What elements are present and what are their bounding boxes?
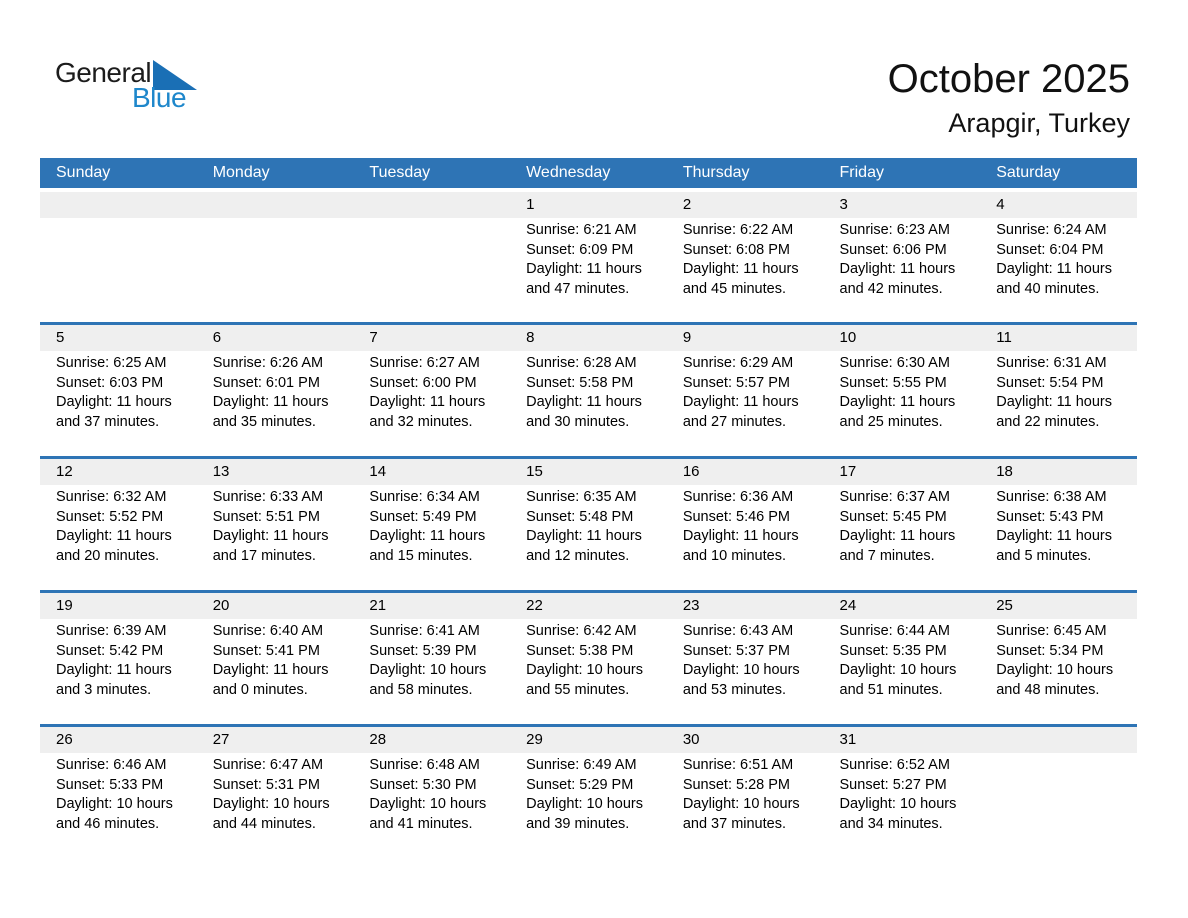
sunrise-text: Sunrise: 6:39 AM <box>56 623 167 639</box>
daylight-text-line1: Daylight: 10 hours <box>839 796 957 812</box>
sunrise-text: Sunrise: 6:22 AM <box>682 222 794 238</box>
daylight-text-line2: and 37 minutes. <box>682 815 786 832</box>
day-cell-20 <box>197 593 354 724</box>
day-number <box>996 727 1123 753</box>
sunset-text: Sunset: 5:54 PM <box>996 374 1104 391</box>
calendar-header-row <box>40 158 1137 188</box>
sunrise-text: Sunrise: 6:49 AM <box>526 757 637 773</box>
day-cell-15 <box>510 459 667 590</box>
daylight-text-line1: Daylight: 11 hours <box>56 528 172 544</box>
day-number: 13 <box>212 463 230 480</box>
daylight-text-line1: Daylight: 11 hours <box>682 528 799 544</box>
sunrise-text: Sunrise: 6:30 AM <box>839 355 950 371</box>
day-cell-empty <box>40 192 197 322</box>
day-cell-28 <box>353 727 510 858</box>
sunrise-text: Sunrise: 6:24 AM <box>996 222 1107 238</box>
day-number <box>369 192 496 218</box>
daylight-text-line1: Daylight: 11 hours <box>212 394 329 410</box>
sunset-text: Sunset: 5:49 PM <box>369 508 477 525</box>
daylight-text-line2: and 22 minutes. <box>996 413 1100 430</box>
daylight-text-line1: Daylight: 11 hours <box>526 261 642 277</box>
sunset-text: Sunset: 5:41 PM <box>212 642 320 659</box>
day-name-sunday: Sunday <box>56 164 111 181</box>
daylight-text-line2: and 35 minutes. <box>212 413 316 430</box>
day-number: 2 <box>682 196 692 213</box>
day-name-thursday: Thursday <box>682 164 750 181</box>
week-row <box>40 188 1137 322</box>
sunset-text: Sunset: 5:27 PM <box>839 776 947 793</box>
logo-blue-text: Blue <box>132 82 187 113</box>
daylight-text-line1: Daylight: 11 hours <box>682 394 799 410</box>
daylight-text-line1: Daylight: 11 hours <box>526 528 642 544</box>
sunrise-text: Sunrise: 6:29 AM <box>682 355 794 371</box>
day-number: 14 <box>369 463 387 480</box>
sunset-text: Sunset: 5:29 PM <box>526 776 634 793</box>
day-cell-3 <box>824 192 981 322</box>
daylight-text-line2: and 3 minutes. <box>56 681 152 698</box>
daylight-text-line2: and 40 minutes. <box>996 280 1100 297</box>
sunset-text: Sunset: 5:42 PM <box>56 642 164 659</box>
day-cell-27 <box>197 727 354 858</box>
day-number: 10 <box>839 329 857 346</box>
day-cell-17 <box>824 459 981 590</box>
sunset-text: Sunset: 5:58 PM <box>526 374 634 391</box>
sunrise-text: Sunrise: 6:45 AM <box>996 623 1107 639</box>
day-cell-30 <box>667 727 824 858</box>
sunset-text: Sunset: 5:52 PM <box>56 508 164 525</box>
day-cell-13 <box>197 459 354 590</box>
sunset-text: Sunset: 5:37 PM <box>682 642 791 659</box>
day-cell-23 <box>667 593 824 724</box>
day-number: 4 <box>996 196 1005 213</box>
daylight-text-line1: Daylight: 10 hours <box>369 796 487 812</box>
day-number: 7 <box>369 329 378 346</box>
day-number: 19 <box>56 597 73 614</box>
sunrise-text: Sunrise: 6:40 AM <box>212 623 324 639</box>
sunset-text: Sunset: 6:01 PM <box>212 374 320 391</box>
sunrise-text: Sunrise: 6:23 AM <box>839 222 950 238</box>
day-cell-9 <box>667 325 824 456</box>
day-cell-14 <box>353 459 510 590</box>
daylight-text-line2: and 41 minutes. <box>369 815 473 832</box>
daylight-text-line1: Daylight: 11 hours <box>56 662 172 678</box>
sunrise-text: Sunrise: 6:33 AM <box>212 489 324 505</box>
daylight-text-line2: and 47 minutes. <box>526 280 630 297</box>
day-number: 1 <box>526 196 535 213</box>
sunset-text: Sunset: 6:03 PM <box>56 374 164 391</box>
daylight-text-line2: and 7 minutes. <box>839 547 935 564</box>
day-number: 20 <box>212 597 230 614</box>
sunrise-text: Sunrise: 6:42 AM <box>526 623 637 639</box>
day-cell-empty <box>197 192 354 322</box>
day-name-saturday: Saturday <box>996 164 1061 181</box>
daylight-text-line2: and 0 minutes. <box>212 681 308 698</box>
daylight-text-line2: and 27 minutes. <box>682 413 786 430</box>
daylight-text-line1: Daylight: 10 hours <box>526 662 643 678</box>
day-number: 18 <box>996 463 1013 480</box>
day-number: 28 <box>369 731 387 748</box>
sunrise-text: Sunrise: 6:28 AM <box>526 355 637 371</box>
sunrise-text: Sunrise: 6:48 AM <box>369 757 480 773</box>
sunset-text: Sunset: 5:57 PM <box>682 374 791 391</box>
daylight-text-line1: Daylight: 11 hours <box>212 528 329 544</box>
week-row <box>40 590 1137 724</box>
day-number: 6 <box>212 329 222 346</box>
day-cell-8 <box>510 325 667 456</box>
daylight-text-line1: Daylight: 11 hours <box>212 662 329 678</box>
daylight-text-line2: and 25 minutes. <box>839 413 943 430</box>
day-number: 26 <box>56 731 73 748</box>
daylight-text-line1: Daylight: 11 hours <box>839 528 956 544</box>
daylight-text-line2: and 42 minutes. <box>839 280 943 297</box>
sunset-text: Sunset: 5:45 PM <box>839 508 947 525</box>
sunrise-text: Sunrise: 6:34 AM <box>369 489 480 505</box>
daylight-text-line2: and 55 minutes. <box>526 681 630 698</box>
sunrise-text: Sunrise: 6:43 AM <box>682 623 794 639</box>
sunset-text: Sunset: 6:04 PM <box>996 241 1104 258</box>
day-cell-6 <box>197 325 354 456</box>
daylight-text-line2: and 44 minutes. <box>212 815 316 832</box>
daylight-text-line1: Daylight: 10 hours <box>369 662 487 678</box>
daylight-text-line1: Daylight: 10 hours <box>839 662 957 678</box>
sunrise-text: Sunrise: 6:46 AM <box>56 757 167 773</box>
day-number: 21 <box>369 597 387 614</box>
daylight-text-line2: and 51 minutes. <box>839 681 943 698</box>
day-cell-10 <box>824 325 981 456</box>
sunset-text: Sunset: 5:39 PM <box>369 642 477 659</box>
daylight-text-line2: and 34 minutes. <box>839 815 943 832</box>
daylight-text-line2: and 5 minutes. <box>996 547 1092 564</box>
calendar-weeks <box>40 188 1137 858</box>
day-cell-26 <box>40 727 197 858</box>
day-cell-empty <box>353 192 510 322</box>
day-name-monday: Monday <box>212 164 270 181</box>
day-cell-16 <box>667 459 824 590</box>
sunrise-text: Sunrise: 6:38 AM <box>996 489 1107 505</box>
logo-general-text: General <box>55 57 152 88</box>
daylight-text-line2: and 15 minutes. <box>369 547 473 564</box>
sunset-text: Sunset: 6:00 PM <box>369 374 477 391</box>
day-number: 25 <box>996 597 1013 614</box>
day-cell-22 <box>510 593 667 724</box>
daylight-text-line2: and 12 minutes. <box>526 547 630 564</box>
day-cell-empty <box>980 727 1137 858</box>
daylight-text-line1: Daylight: 11 hours <box>56 394 172 410</box>
week-row <box>40 456 1137 590</box>
daylight-text-line2: and 37 minutes. <box>56 413 160 430</box>
sunrise-text: Sunrise: 6:36 AM <box>682 489 794 505</box>
day-number: 12 <box>56 463 73 480</box>
day-number: 17 <box>839 463 857 480</box>
daylight-text-line1: Daylight: 11 hours <box>996 261 1113 277</box>
daylight-text-line1: Daylight: 10 hours <box>996 662 1114 678</box>
sunset-text: Sunset: 5:35 PM <box>839 642 947 659</box>
day-number: 16 <box>682 463 700 480</box>
day-number: 23 <box>682 597 700 614</box>
daylight-text-line1: Daylight: 10 hours <box>682 796 800 812</box>
sunset-text: Sunset: 5:51 PM <box>212 508 320 525</box>
day-name-friday: Friday <box>839 164 884 181</box>
sunrise-text: Sunrise: 6:52 AM <box>839 757 950 773</box>
sunrise-text: Sunrise: 6:51 AM <box>682 757 794 773</box>
daylight-text-line1: Daylight: 11 hours <box>369 394 486 410</box>
day-cell-7 <box>353 325 510 456</box>
daylight-text-line1: Daylight: 11 hours <box>839 261 956 277</box>
day-number: 27 <box>212 731 230 748</box>
sunset-text: Sunset: 6:09 PM <box>526 241 634 258</box>
page-title: October 2025 <box>887 57 1130 101</box>
daylight-text-line1: Daylight: 10 hours <box>682 662 800 678</box>
daylight-text-line2: and 17 minutes. <box>212 547 316 564</box>
daylight-text-line1: Daylight: 11 hours <box>369 528 486 544</box>
day-name-tuesday: Tuesday <box>369 164 431 181</box>
daylight-text-line2: and 45 minutes. <box>682 280 786 297</box>
sunset-text: Sunset: 5:48 PM <box>526 508 634 525</box>
sunrise-text: Sunrise: 6:41 AM <box>369 623 480 639</box>
day-number: 9 <box>682 329 692 346</box>
day-number: 3 <box>839 196 848 213</box>
day-cell-24 <box>824 593 981 724</box>
sunset-text: Sunset: 6:06 PM <box>839 241 947 258</box>
sunrise-text: Sunrise: 6:27 AM <box>369 355 480 371</box>
day-name-wednesday: Wednesday <box>526 164 611 181</box>
daylight-text-line2: and 46 minutes. <box>56 815 160 832</box>
day-number: 5 <box>56 329 65 346</box>
daylight-text-line1: Daylight: 11 hours <box>839 394 956 410</box>
general-blue-logo <box>55 58 197 113</box>
sunset-text: Sunset: 5:43 PM <box>996 508 1104 525</box>
day-number <box>56 192 183 218</box>
calendar-table <box>40 158 1137 858</box>
day-cell-21 <box>353 593 510 724</box>
sunset-text: Sunset: 5:34 PM <box>996 642 1104 659</box>
daylight-text-line1: Daylight: 11 hours <box>996 528 1113 544</box>
sunset-text: Sunset: 5:38 PM <box>526 642 634 659</box>
title-block <box>888 56 1130 140</box>
sunrise-text: Sunrise: 6:47 AM <box>212 757 324 773</box>
day-number: 29 <box>526 731 543 748</box>
daylight-text-line1: Daylight: 11 hours <box>526 394 642 410</box>
daylight-text-line2: and 32 minutes. <box>369 413 473 430</box>
daylight-text-line2: and 39 minutes. <box>526 815 630 832</box>
day-number <box>213 192 340 218</box>
day-cell-19 <box>40 593 197 724</box>
day-cell-31 <box>824 727 981 858</box>
daylight-text-line1: Daylight: 11 hours <box>996 394 1113 410</box>
day-cell-1 <box>510 192 667 322</box>
daylight-text-line1: Daylight: 10 hours <box>212 796 330 812</box>
sunset-text: Sunset: 6:08 PM <box>682 241 791 258</box>
daylight-text-line1: Daylight: 11 hours <box>682 261 799 277</box>
sunset-text: Sunset: 5:30 PM <box>369 776 477 793</box>
daylight-text-line2: and 20 minutes. <box>56 547 160 564</box>
sunset-text: Sunset: 5:46 PM <box>682 508 791 525</box>
sunrise-text: Sunrise: 6:26 AM <box>212 355 324 371</box>
sunrise-text: Sunrise: 6:21 AM <box>526 222 637 238</box>
day-number: 24 <box>839 597 857 614</box>
day-cell-18 <box>980 459 1137 590</box>
day-number: 11 <box>996 329 1012 346</box>
sunset-text: Sunset: 5:55 PM <box>839 374 947 391</box>
sunset-text: Sunset: 5:28 PM <box>682 776 791 793</box>
sunrise-text: Sunrise: 6:25 AM <box>56 355 167 371</box>
day-number: 30 <box>682 731 700 748</box>
day-cell-4 <box>980 192 1137 322</box>
day-cell-2 <box>667 192 824 322</box>
location-subtitle: Arapgir, Turkey <box>948 108 1130 138</box>
daylight-text-line1: Daylight: 10 hours <box>526 796 643 812</box>
daylight-text-line1: Daylight: 10 hours <box>56 796 173 812</box>
day-cell-29 <box>510 727 667 858</box>
sunrise-text: Sunrise: 6:32 AM <box>56 489 167 505</box>
daylight-text-line2: and 48 minutes. <box>996 681 1100 698</box>
daylight-text-line2: and 30 minutes. <box>526 413 630 430</box>
sunrise-text: Sunrise: 6:31 AM <box>996 355 1107 371</box>
daylight-text-line2: and 58 minutes. <box>369 681 473 698</box>
sunrise-text: Sunrise: 6:37 AM <box>839 489 950 505</box>
day-cell-5 <box>40 325 197 456</box>
day-cell-11 <box>980 325 1137 456</box>
sunrise-text: Sunrise: 6:44 AM <box>839 623 950 639</box>
day-cell-12 <box>40 459 197 590</box>
sunset-text: Sunset: 5:33 PM <box>56 776 164 793</box>
week-row <box>40 322 1137 456</box>
sunset-text: Sunset: 5:31 PM <box>212 776 320 793</box>
day-number: 22 <box>526 597 543 614</box>
daylight-text-line2: and 10 minutes. <box>682 547 786 564</box>
week-row <box>40 724 1137 858</box>
day-number: 8 <box>526 329 535 346</box>
day-number: 15 <box>526 463 543 480</box>
day-cell-25 <box>980 593 1137 724</box>
sunrise-text: Sunrise: 6:35 AM <box>526 489 637 505</box>
day-number: 31 <box>839 731 857 748</box>
daylight-text-line2: and 53 minutes. <box>682 681 786 698</box>
